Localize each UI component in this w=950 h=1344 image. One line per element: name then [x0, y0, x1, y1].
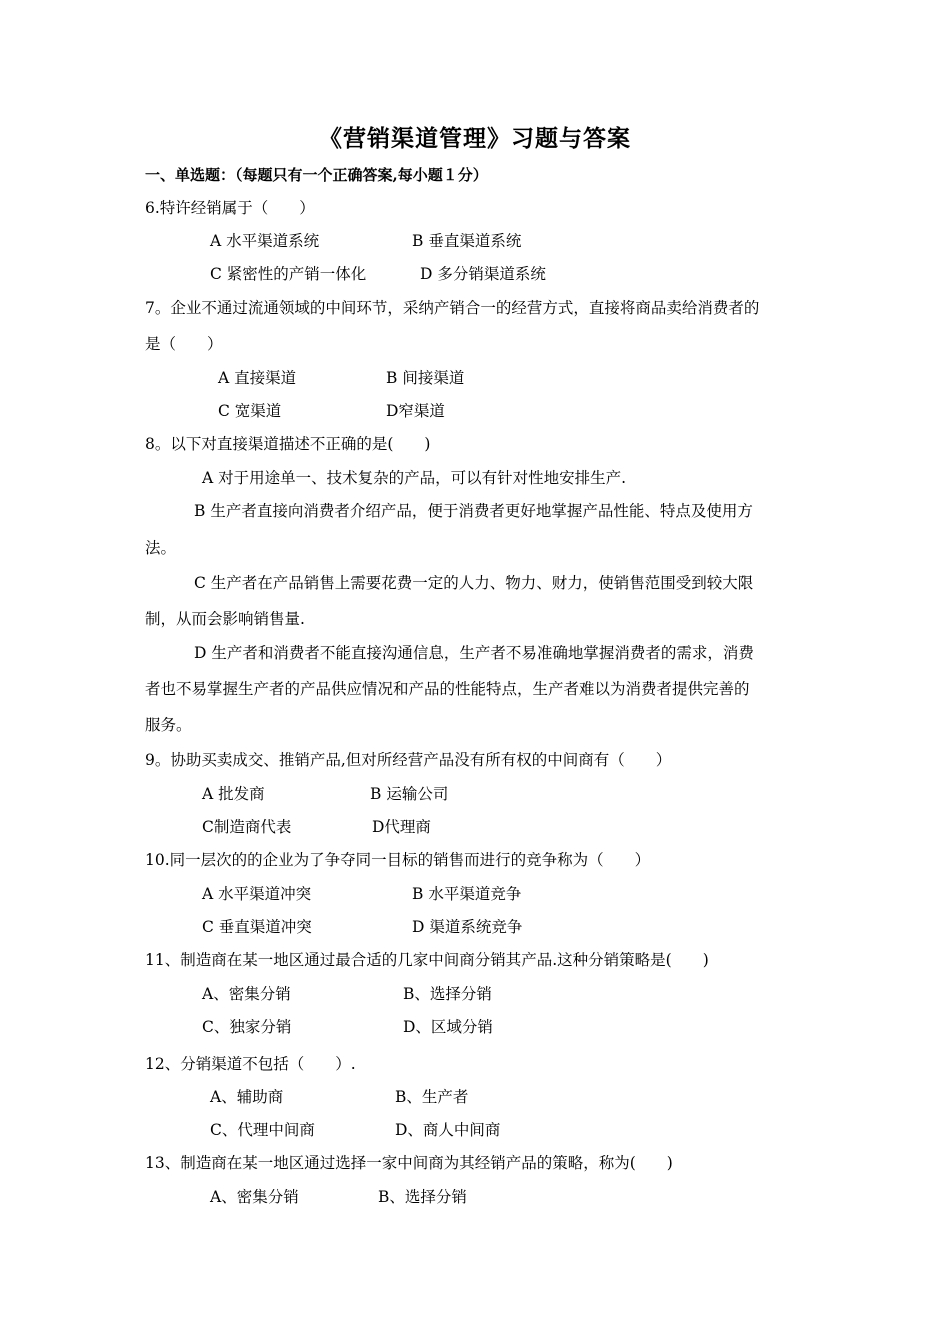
- question-8-option-d-line2: 者也不易掌握生产者的产品供应情况和产品的性能特点，生产者难以为消费者提供完善的: [145, 680, 750, 698]
- question-7-option-d: D窄渠道: [386, 402, 445, 420]
- question-10-stem: 10.同一层次的的企业为了争夺同一目标的销售而进行的竞争称为（ ）: [145, 851, 651, 869]
- question-7-option-b: B 间接渠道: [386, 369, 465, 387]
- question-9-option-b: B 运输公司: [370, 785, 449, 803]
- question-9-option-a: A 批发商: [202, 785, 265, 803]
- question-8-option-c-line1: C 生产者在产品销售上需要花费一定的人力、物力、财力，使销售范围受到较大限: [194, 574, 754, 592]
- question-12-option-d: D、商人中间商: [395, 1121, 501, 1139]
- question-11-option-c: C、独家分销: [202, 1018, 292, 1036]
- question-13-stem: 13、制造商在某一地区通过选择一家中间商为其经销产品的策略，称为( ): [145, 1154, 673, 1172]
- question-6-option-b: B 垂直渠道系统: [412, 232, 522, 250]
- question-11-stem: 11、制造商在某一地区通过最合适的几家中间商分销其产品.这种分销策略是( ): [145, 951, 709, 969]
- question-12-option-b: B、生产者: [395, 1088, 469, 1106]
- question-7-option-c: C 宽渠道: [218, 402, 282, 420]
- question-10-option-d: D 渠道系统竞争: [412, 918, 523, 936]
- question-8-option-a: A 对于用途单一、技术复杂的产品，可以有针对性地安排生产.: [202, 469, 627, 487]
- question-9-option-c: C制造商代表: [202, 818, 292, 836]
- question-6-option-d: D 多分销渠道系统: [420, 265, 546, 283]
- question-8-option-b-line1: B 生产者直接向消费者介绍产品，便于消费者更好地掌握产品性能、特点及使用方: [194, 502, 753, 520]
- question-11-option-b: B、选择分销: [403, 985, 492, 1003]
- question-6-option-c: C 紧密性的产销一体化: [210, 265, 367, 283]
- question-8-option-d-line3: 服务。: [145, 716, 192, 734]
- question-7-option-a: A 直接渠道: [218, 369, 297, 387]
- question-8-stem: 8。以下对直接渠道描述不正确的是( ): [145, 435, 431, 453]
- question-12-option-a: A、辅助商: [210, 1088, 284, 1106]
- question-7-stem-line2: 是（ ）: [145, 335, 223, 353]
- question-11-option-d: D、区域分销: [403, 1018, 493, 1036]
- question-8-option-b-line2: 法。: [145, 539, 177, 557]
- question-13-option-b: B、选择分销: [378, 1188, 467, 1206]
- document-title: 《营销渠道管理》习题与答案: [319, 125, 631, 152]
- question-6-stem: 6.特许经销属于（ ）: [145, 199, 315, 217]
- question-9-stem: 9。协助买卖成交、推销产品,但对所经营产品没有所有权的中间商有（ ）: [145, 751, 672, 769]
- question-6-option-a: A 水平渠道系统: [210, 232, 320, 250]
- question-8-option-d-line1: D 生产者和消费者不能直接沟通信息，生产者不易准确地掌握消费者的需求，消费: [194, 644, 754, 662]
- question-11-option-a: A、密集分销: [202, 985, 291, 1003]
- question-12-stem: 12、分销渠道不包括（ ）.: [145, 1055, 356, 1073]
- question-10-option-a: A 水平渠道冲突: [202, 885, 312, 903]
- question-12-option-c: C、代理中间商: [210, 1121, 315, 1139]
- question-9-option-d: D代理商: [372, 818, 431, 836]
- question-7-stem-line1: 7。企业不通过流通领域的中间环节，采纳产销合一的经营方式，直接将商品卖给消费者的: [145, 299, 760, 317]
- question-10-option-c: C 垂直渠道冲突: [202, 918, 312, 936]
- question-13-option-a: A、密集分销: [210, 1188, 299, 1206]
- question-10-option-b: B 水平渠道竞争: [412, 885, 522, 903]
- question-8-option-c-line2: 制，从而会影响销售量.: [145, 610, 305, 628]
- section-heading: 一、单选题：（每题只有一个正确答案,每小题１分）: [145, 166, 488, 184]
